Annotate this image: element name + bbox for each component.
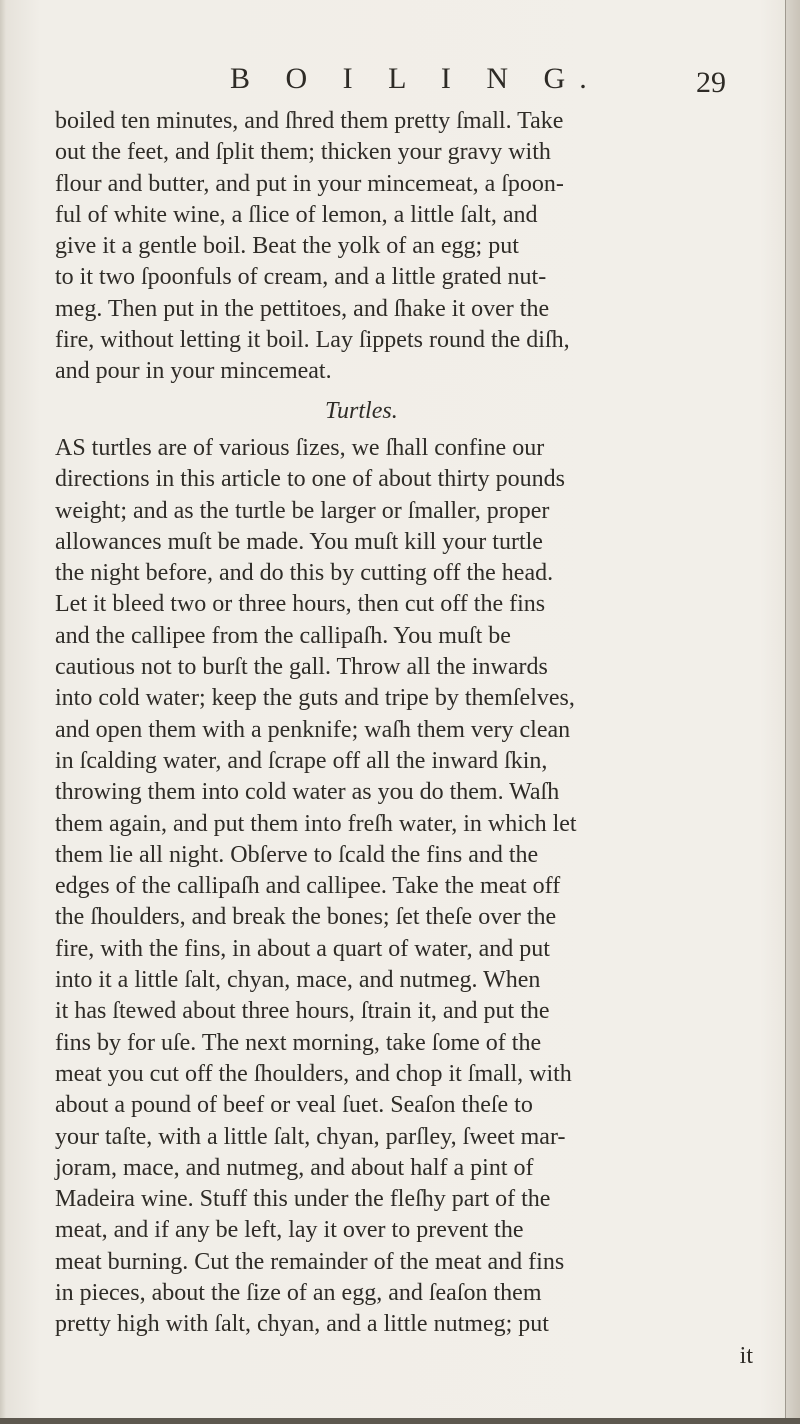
text-line: and the callipee from the callipaſh. You muſt be [55,622,511,649]
page-bottom-edge [0,1418,800,1424]
text-line: fins by for uſe. The next morning, take ſome of the [55,1029,542,1056]
text-line: to it two ſpoonfuls of cream, and a little grated nut- [55,264,547,291]
page-binding-shadow [0,0,6,1424]
text-line: fire, with the fins, in about a quart of water, and put [55,935,550,962]
text-line: meat, and if any be left, lay it over to prevent the [55,1217,524,1244]
paragraph-turtles [55,433,775,1341]
section-heading: Turtles. [325,397,398,424]
text-line: into cold water; keep the guts and tripe by themſelves, [55,685,575,712]
text-line: fire, without letting it boil. Lay ſippets round the diſh, [55,327,570,354]
text-line: it has ſtewed about three hours, ſtrain it, and put the [55,998,550,1025]
text-line: throwing them into cold water as you do them. Waſh [55,779,560,806]
text-line: flour and butter, and put in your mincemeat, a ſpoon- [55,170,564,197]
text-line: the ſhoulders, and break the bones; ſet theſe over the [55,904,557,931]
text-line: meat burning. Cut the remainder of the meat and fins [55,1248,565,1275]
text-line: out the feet, and ſplit them; thicken your gravy with [55,139,551,166]
text-line: cautious not to burſt the gall. Throw all the inwards [55,654,548,681]
text-line: meg. Then put in the pettitoes, and ſhake it over the [55,295,550,322]
paragraph-continued [55,106,775,388]
page-edge [785,0,800,1424]
text-line: weight; and as the turtle be larger or ſmaller, proper [55,497,550,524]
text-line: them lie all night. Obſerve to ſcald the fins and the [55,841,539,868]
text-line: your taſte, with a little ſalt, chyan, parſley, ſweet mar- [55,1123,566,1150]
text-line: joram, mace, and nutmeg, and about half a pint of [55,1154,534,1181]
text-line: and pour in your mincemeat. [55,358,332,385]
page-number: 29 [696,66,726,99]
text-line: ful of white wine, a ſlice of lemon, a little ſalt, and [55,201,538,228]
running-title: B O I L I N G. [230,62,601,95]
text-line: edges of the callipaſh and callipee. Take the meat off [55,873,561,900]
text-line: and open them with a penknife; waſh them very clean [55,716,571,743]
text-line: allowances muſt be made. You muſt kill your turtle [55,528,543,555]
text-line: AS turtles are of various ſizes, we ſhall confine our [55,434,545,461]
text-line: give it a gentle boil. Beat the yolk of an egg; put [55,233,519,260]
text-line: Madeira wine. Stuff this under the fleſhy part of the [55,1186,551,1213]
text-line: directions in this article to one of about thirty pounds [55,466,565,493]
catchword: it [739,1342,753,1369]
text-line: Let it bleed two or three hours, then cut off the fins [55,591,546,618]
text-line: them again, and put them into freſh water, in which let [55,810,577,837]
text-line: about a pound of beef or veal ſuet. Seaſon theſe to [55,1092,533,1119]
text-line: boiled ten minutes, and ſhred them pretty ſmall. Take [55,108,564,134]
page-text [55,106,775,1372]
text-line: in pieces, about the ſize of an egg, and ſeaſon them [55,1279,542,1306]
text-line: meat you cut off the ſhoulders, and chop it ſmall, with [55,1060,572,1087]
text-line: into it a little ſalt, chyan, mace, and nutmeg. When [55,967,541,994]
text-line: in ſcalding water, and ſcrape off all the inward ſkin, [55,747,548,774]
text-line: the night before, and do this by cutting off the head. [55,560,554,587]
running-head [0,62,800,102]
text-line: pretty high with ſalt, chyan, and a little nutmeg; put [55,1311,549,1338]
